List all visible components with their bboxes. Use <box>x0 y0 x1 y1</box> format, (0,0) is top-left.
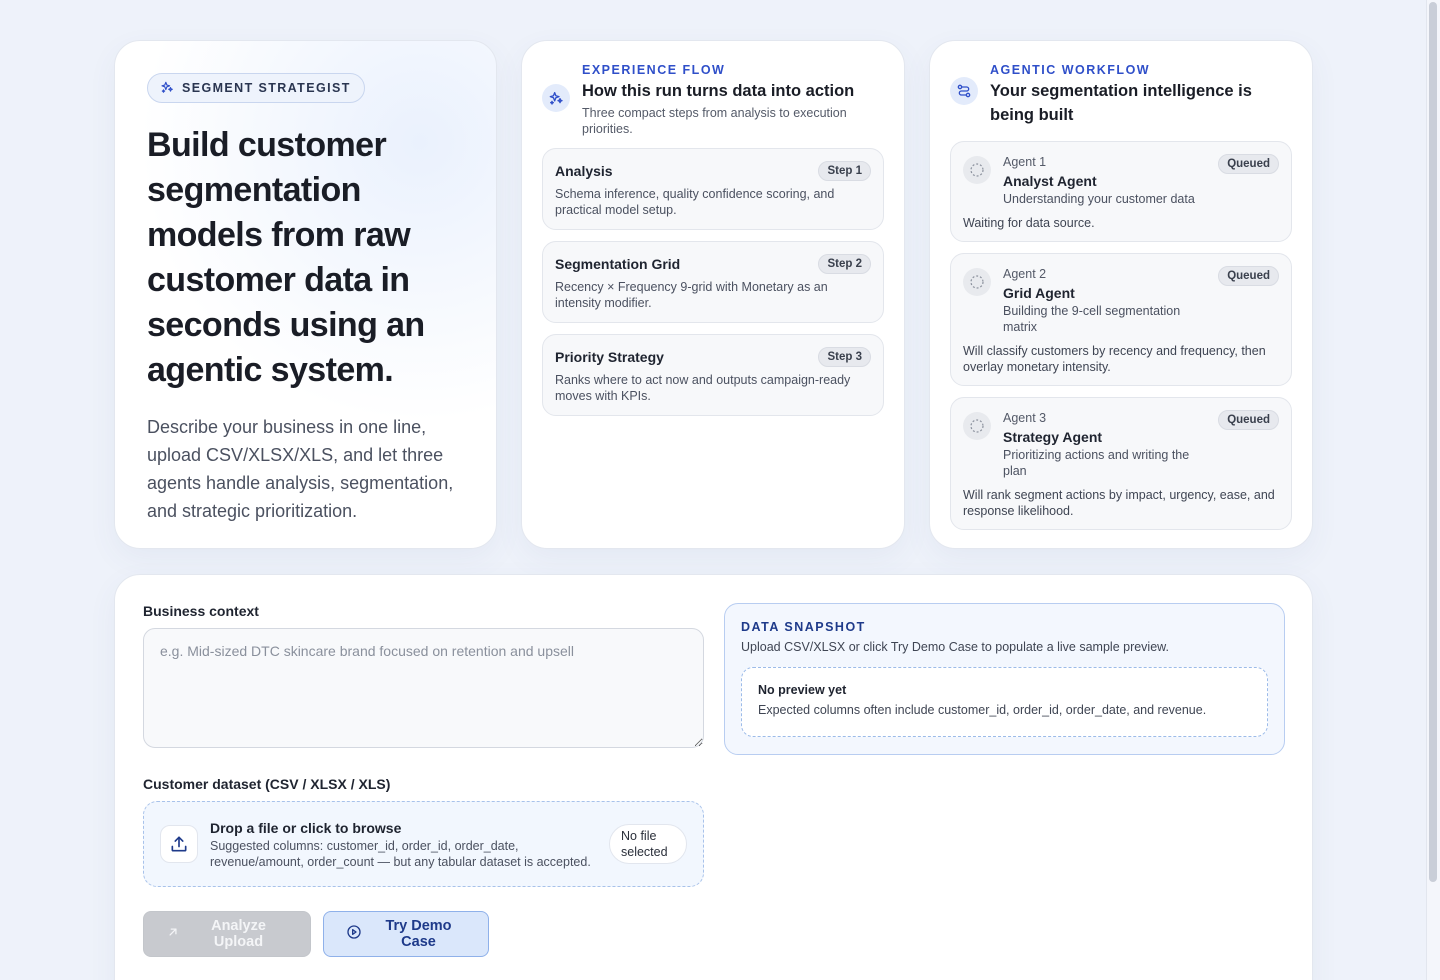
experience-flow-header <box>542 61 884 137</box>
snapshot-empty-state <box>741 667 1268 737</box>
data-snapshot-panel <box>724 603 1285 755</box>
experience-flow-eyebrow: EXPERIENCE FLOW <box>582 63 726 77</box>
agent-card-grid <box>950 253 1292 386</box>
experience-flow-subtitle: Three compact steps from analysis to execution priorities. <box>582 106 847 136</box>
pending-spinner-icon <box>963 268 991 296</box>
agent-name: Strategy Agent <box>1003 429 1103 445</box>
hero-card <box>114 40 497 549</box>
agentic-workflow-title: Your segmentation intelligence is being built <box>990 82 1252 124</box>
step-card-priority-strategy <box>542 334 884 416</box>
business-context-input[interactable] <box>143 628 704 748</box>
agentic-workflow-card <box>929 40 1313 549</box>
agent-role: Understanding your customer data <box>1003 192 1195 206</box>
try-demo-case-label: Try Demo Case <box>385 918 452 950</box>
workflow-icon <box>950 77 978 105</box>
status-badge: Queued <box>1218 410 1279 430</box>
sparkle-icon <box>160 80 174 97</box>
step-title: Segmentation Grid <box>555 256 681 272</box>
agent-name: Analyst Agent <box>1003 173 1097 189</box>
agent-note: Will classify customers by recency and frequency, then overlay monetary intensity. <box>963 344 1266 374</box>
step-description: Schema inference, quality confidence scoring, and practical model setup. <box>555 187 835 217</box>
data-snapshot-eyebrow: DATA SNAPSHOT <box>741 620 866 634</box>
step-pill: Step 1 <box>818 161 871 181</box>
hero-description: Describe your business in one line, upload CSV/XLSX/XLS, and let three agents handle analysis, segmentation, and strategic prioritization. <box>147 417 454 521</box>
sparkle-icon <box>542 84 570 112</box>
step-pill: Step 2 <box>818 254 871 274</box>
scrollbar-thumb[interactable] <box>1429 2 1437 882</box>
arrow-up-right-icon <box>166 925 180 943</box>
dataset-label: Customer dataset (CSV / XLSX / XLS) <box>143 776 391 792</box>
file-status-badge: No file selected <box>609 824 687 864</box>
data-snapshot-subtitle: Upload CSV/XLSX or click Try Demo Case to populate a live sample preview. <box>741 640 1169 654</box>
step-card-segmentation-grid <box>542 241 884 323</box>
snapshot-empty-description: Expected columns often include customer_id, order_id, order_date, and revenue. <box>758 703 1207 717</box>
segment-strategist-badge <box>147 73 365 103</box>
agent-name: Grid Agent <box>1003 285 1075 301</box>
agentic-workflow-eyebrow: AGENTIC WORKFLOW <box>990 63 1151 77</box>
agent-note: Waiting for data source. <box>963 216 1095 230</box>
agent-number: Agent 2 <box>1003 267 1047 281</box>
upload-form-card <box>114 574 1313 980</box>
status-badge: Queued <box>1218 266 1279 286</box>
agent-note: Will rank segment actions by impact, urgency, ease, and response likelihood. <box>963 488 1275 518</box>
analyze-upload-button[interactable] <box>143 911 311 957</box>
agent-role: Building the 9-cell segmentation matrix <box>1003 304 1181 334</box>
agent-number: Agent 3 <box>1003 411 1047 425</box>
pending-spinner-icon <box>963 412 991 440</box>
analyze-upload-label: Analyze Upload <box>211 918 266 950</box>
dropzone-title: Drop a file or click to browse <box>210 819 402 836</box>
step-description: Ranks where to act now and outputs campaign-ready moves with KPIs. <box>555 373 851 403</box>
badge-label: SEGMENT STRATEGIST <box>182 81 351 95</box>
step-title: Analysis <box>555 163 613 179</box>
file-dropzone[interactable] <box>143 801 704 887</box>
try-demo-case-button[interactable] <box>323 911 489 957</box>
step-pill: Step 3 <box>818 347 871 367</box>
agent-role: Prioritizing actions and writing the plan <box>1003 448 1190 478</box>
agent-card-analyst <box>950 141 1292 242</box>
agentic-workflow-header <box>950 61 1292 127</box>
agent-card-strategy <box>950 397 1292 530</box>
pending-spinner-icon <box>963 156 991 184</box>
step-description: Recency × Frequency 9-grid with Monetary as an intensity modifier. <box>555 280 828 310</box>
snapshot-empty-title: No preview yet <box>758 683 847 697</box>
experience-flow-card <box>521 40 905 549</box>
hero-title: Build customer segmentation models from raw customer data in seconds using an agentic system. <box>147 126 425 389</box>
step-title: Priority Strategy <box>555 349 664 365</box>
experience-flow-title: How this run turns data into action <box>582 82 855 100</box>
upload-icon <box>160 825 198 863</box>
play-circle-icon <box>346 924 362 944</box>
status-badge: Queued <box>1218 154 1279 174</box>
dropzone-description: Suggested columns: customer_id, order_id, order_date, revenue/amount, order_count — but any tabular dataset is accepted. <box>210 838 591 869</box>
step-card-analysis <box>542 148 884 230</box>
business-context-label: Business context <box>143 603 259 619</box>
form-actions <box>143 911 1284 957</box>
agent-number: Agent 1 <box>1003 155 1047 169</box>
page-scrollbar[interactable] <box>1426 0 1440 980</box>
